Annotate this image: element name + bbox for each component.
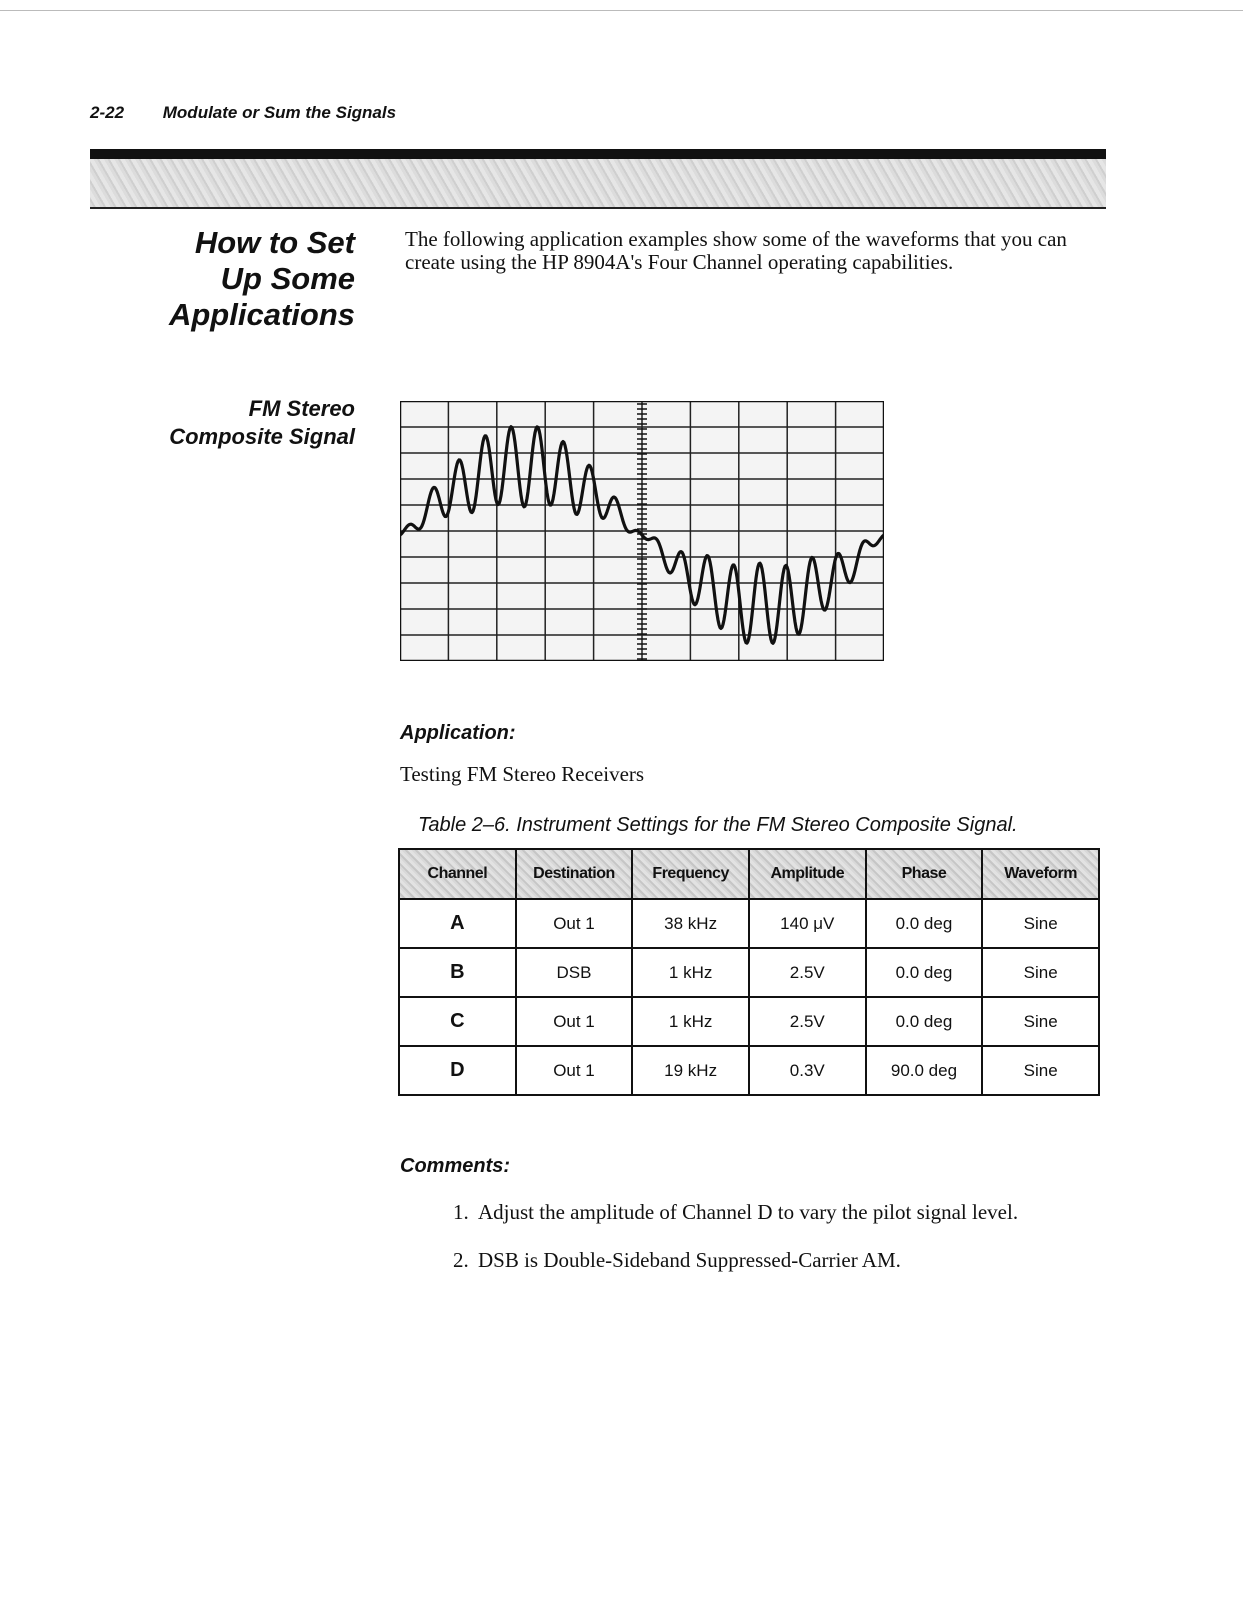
top-rule: [0, 10, 1243, 11]
table-cell: 90.0 deg: [866, 1046, 983, 1095]
table-cell: Sine: [982, 899, 1099, 948]
intro-paragraph: The following application examples show some of the waveforms that you can create using the HP 8904A's Four Channel operating capabilities.: [405, 227, 1067, 274]
table-cell: 38 kHz: [632, 899, 749, 948]
chapter-title: Modulate or Sum the Signals: [162, 103, 397, 122]
column-header: Destination: [516, 849, 633, 899]
table-row: [399, 899, 1099, 948]
table-cell: C: [399, 997, 516, 1046]
page-number: 2-22: [90, 103, 125, 122]
list-item: 1. Adjust the amplitude of Channel D to vary the pilot signal level.: [474, 1200, 1114, 1224]
table-cell: 0.0 deg: [866, 948, 983, 997]
example-title-line: Composite Signal: [169, 424, 355, 449]
table-cell: Sine: [982, 948, 1099, 997]
table-cell: 1 kHz: [632, 997, 749, 1046]
table-caption: Table 2–6. Instrument Settings for the FM Stereo Composite Signal.: [418, 814, 1018, 836]
example-title: [95, 395, 355, 451]
running-header: [90, 103, 396, 123]
header-band-shaded: [90, 159, 1106, 207]
list-item: 2. DSB is Double-Sideband Suppressed-Carrier AM.: [474, 1248, 1114, 1272]
table-cell: 19 kHz: [632, 1046, 749, 1095]
table-cell: A: [399, 899, 516, 948]
column-header: Channel: [399, 849, 516, 899]
column-header: Amplitude: [749, 849, 866, 899]
oscilloscope-figure: [400, 401, 884, 661]
table-cell: Sine: [982, 997, 1099, 1046]
table-cell: DSB: [516, 948, 633, 997]
header-band-rule: [90, 207, 1106, 209]
table-cell: 140 μV: [749, 899, 866, 948]
example-title-line: FM Stereo: [248, 396, 355, 421]
comments-label: Comments:: [400, 1155, 511, 1177]
table-cell: B: [399, 948, 516, 997]
table-cell: Out 1: [516, 997, 633, 1046]
table-cell: Out 1: [516, 1046, 633, 1095]
table-cell: 1 kHz: [632, 948, 749, 997]
table-cell: 0.0 deg: [866, 899, 983, 948]
application-text: Testing FM Stereo Receivers: [400, 762, 645, 786]
table-row: [399, 1046, 1099, 1095]
table-cell: 0.3V: [749, 1046, 866, 1095]
table-row: [399, 997, 1099, 1046]
header-band-dark: [90, 149, 1106, 159]
section-title-line: Applications: [168, 297, 355, 332]
table-cell: 2.5V: [749, 997, 866, 1046]
table-cell: D: [399, 1046, 516, 1095]
table-cell: Sine: [982, 1046, 1099, 1095]
application-label: Application:: [400, 722, 516, 744]
table-cell: 2.5V: [749, 948, 866, 997]
table-header-row: [399, 849, 1099, 899]
table-cell: 0.0 deg: [866, 997, 983, 1046]
table-row: [399, 948, 1099, 997]
section-title-line: Up Some: [220, 261, 355, 296]
instrument-settings-table: [398, 848, 1100, 1096]
comments-list: [440, 1200, 1114, 1296]
section-title-line: How to Set: [194, 225, 355, 260]
table-cell: Out 1: [516, 899, 633, 948]
column-header: Frequency: [632, 849, 749, 899]
column-header: Waveform: [982, 849, 1099, 899]
section-title: [95, 225, 355, 333]
column-header: Phase: [866, 849, 983, 899]
